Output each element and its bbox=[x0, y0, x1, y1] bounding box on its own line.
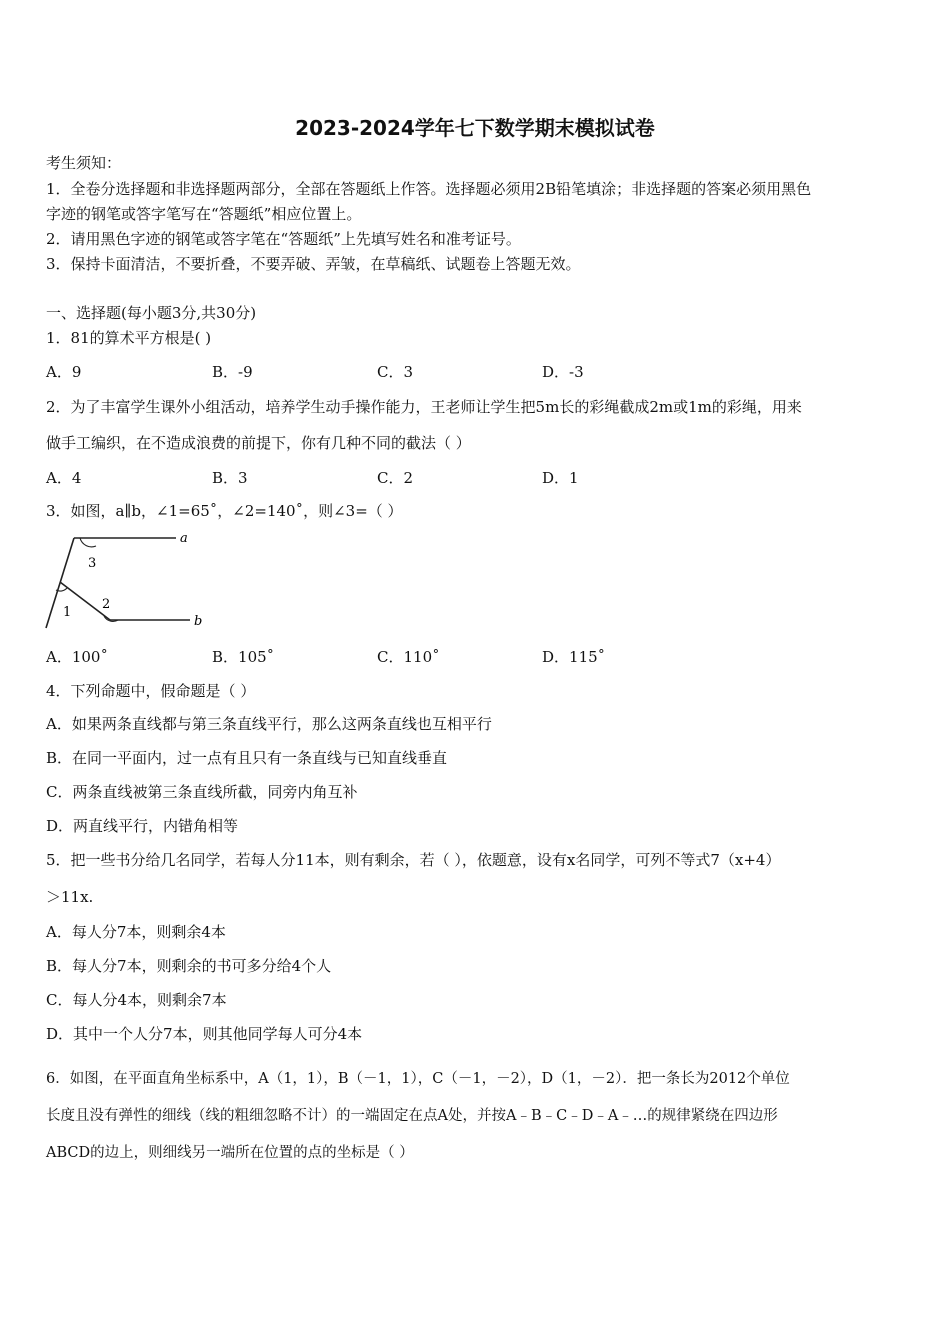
q3-option-c: C．110˚ bbox=[377, 648, 440, 666]
notice-item: 3．保持卡面清洁，不要折叠，不要弄破、弄皱，在草稿纸、试题卷上答题无效。 bbox=[46, 255, 581, 273]
label-b: b bbox=[194, 614, 203, 629]
q1-option-c: C．3 bbox=[377, 363, 414, 381]
notice-item: 1．全卷分选择题和非选择题两部分，全部在答题纸上作答。选择题必须用2B铅笔填涂；非选择题的答案必须用黑色 bbox=[46, 180, 812, 198]
notice-item: 2．请用黑色字迹的钢笔或答字笔在“答题纸”上先填写姓名和准考证号。 bbox=[46, 230, 521, 248]
question-6-line3: ABCD的边上，则细线另一端所在位置的点的坐标是（ ） bbox=[46, 1145, 414, 1161]
question-1-stem: 1．81的算术平方根是( ) bbox=[46, 329, 212, 347]
question-5-stem-line1: 5．把一些书分给几名同学，若每人分11本，则有剩余，若（ ），依题意，设有x名同学，可列不等式7（x+4） bbox=[46, 851, 781, 869]
label-angle-2: 2 bbox=[102, 597, 111, 612]
q4-option-c: C．两条直线被第三条直线所截，同旁内角互补 bbox=[46, 783, 358, 801]
q3-option-d: D．115˚ bbox=[542, 648, 606, 666]
q4-option-b: B．在同一平面内，过一点有且只有一条直线与已知直线垂直 bbox=[46, 749, 448, 767]
q1-option-a: A．9 bbox=[46, 363, 82, 381]
label-angle-1: 1 bbox=[63, 605, 72, 620]
q3-option-b: B．105˚ bbox=[212, 648, 275, 666]
q2-option-d: D．1 bbox=[542, 469, 579, 487]
q5-option-c: C．每人分4本，则剩余7本 bbox=[46, 991, 227, 1009]
q1-option-b: B．-9 bbox=[212, 363, 253, 381]
question-2-stem-line1: 2．为了丰富学生课外小组活动，培养学生动手操作能力，王老师让学生把5m长的彩绳截成2m或1m的彩绳，用来 bbox=[46, 398, 802, 416]
question-6-line1: 6．如图，在平面直角坐标系中，A（1，1），B（－1，1），C（－1，－2），D（1，－2）．把一条长为2012个单位 bbox=[46, 1071, 790, 1087]
q2-option-c: C．2 bbox=[377, 469, 414, 487]
label-a: a bbox=[180, 531, 188, 546]
notice-heading: 考生须知： bbox=[46, 154, 122, 172]
q5-option-d: D．其中一个人分7本，则其他同学每人可分4本 bbox=[46, 1025, 363, 1043]
question-5-stem-line2: ＞11x. bbox=[46, 888, 94, 906]
angle-3-arc bbox=[80, 538, 96, 547]
q4-option-a: A．如果两条直线都与第三条直线平行，那么这两条直线也互相平行 bbox=[46, 715, 492, 733]
page-title: 2023-2024学年七下数学期末模拟试卷 bbox=[295, 116, 655, 140]
question-4-stem: 4．下列命题中，假命题是（ ） bbox=[46, 682, 256, 700]
parallel-lines-figure bbox=[44, 530, 214, 634]
q4-option-d: D．两直线平行，内错角相等 bbox=[46, 817, 239, 835]
label-angle-3: 3 bbox=[88, 556, 97, 571]
question-6-line2: 长度且没有弹性的细线（线的粗细忽略不计）的一端固定在点A处，并按A﹣B﹣C﹣D﹣A﹣…的规律紧绕在四边形 bbox=[46, 1108, 778, 1124]
question-2-stem-line2: 做手工编织，在不造成浪费的前提下，你有几种不同的截法（ ） bbox=[46, 434, 471, 452]
q2-option-a: A．4 bbox=[46, 469, 82, 487]
question-3-stem: 3．如图，a∥b，∠1=65˚，∠2=140˚，则∠3=（ ） bbox=[46, 502, 403, 520]
q5-option-a: A．每人分7本，则剩余4本 bbox=[46, 923, 226, 941]
q5-option-b: B．每人分7本，则剩余的书可多分给4个人 bbox=[46, 957, 332, 975]
q3-option-a: A．100˚ bbox=[46, 648, 108, 666]
q2-option-b: B．3 bbox=[212, 469, 248, 487]
notice-item: 字迹的钢笔或答字笔写在“答题纸”相应位置上。 bbox=[46, 205, 362, 223]
section-heading: 一、选择题(每小题3分,共30分) bbox=[46, 304, 257, 322]
q1-option-d: D．-3 bbox=[542, 363, 584, 381]
